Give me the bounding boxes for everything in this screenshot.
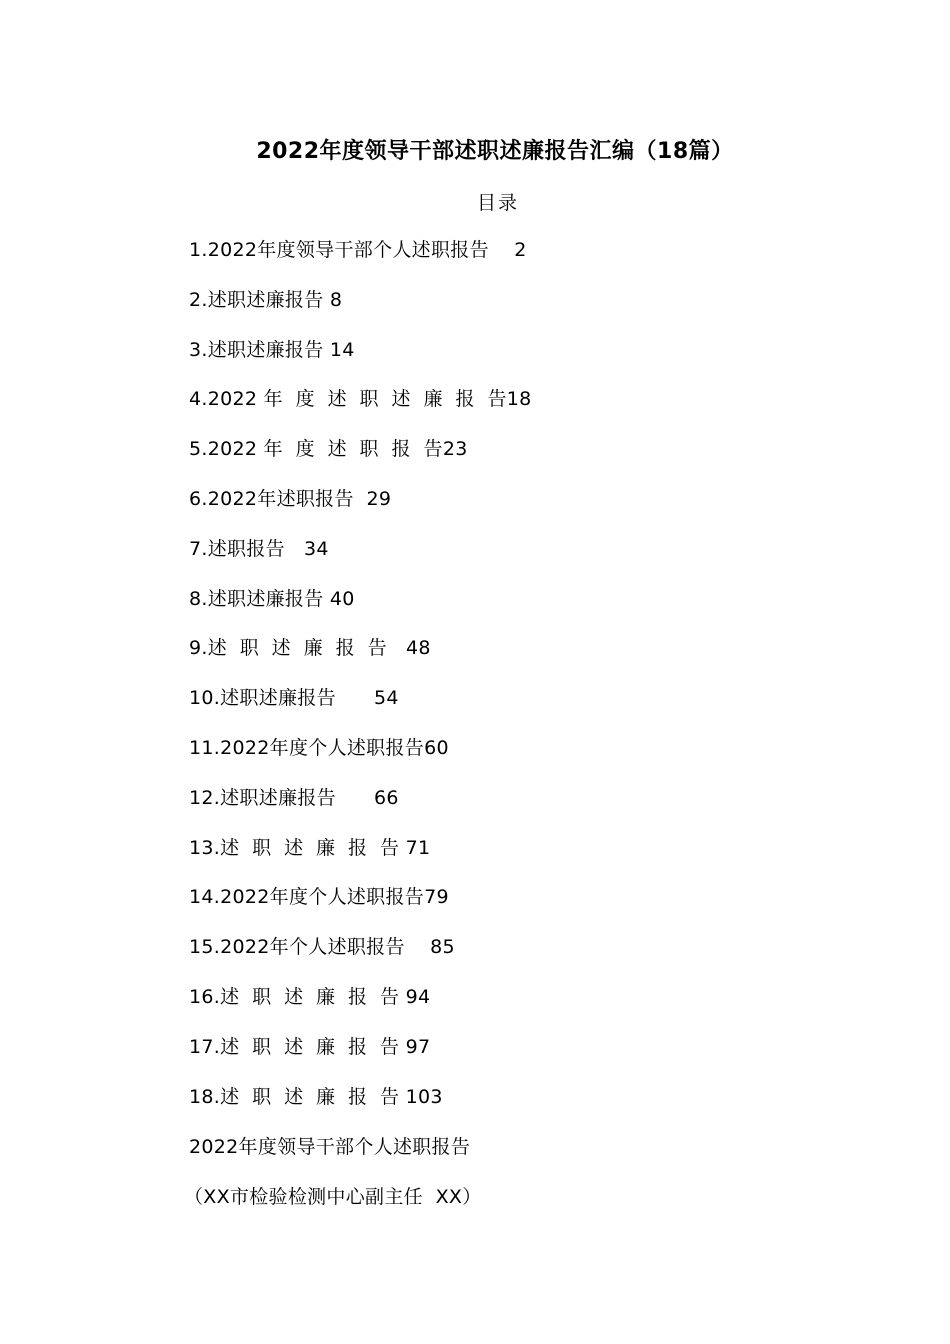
toc-item: 10.述职述廉报告 54 [189,687,399,710]
toc-item: 4.2022 年 度 述 职 述 廉 报 告18 [189,388,532,411]
toc-item: 5.2022 年 度 述 职 报 告23 [189,438,468,461]
toc-item: 12.述职述廉报告 66 [189,786,399,809]
toc-item: 2.述职述廉报告 8 [189,288,343,311]
toc-item: 8.述职述廉报告 40 [189,587,355,610]
toc-item: 11.2022年度个人述职报告60 [189,736,449,759]
toc-item: 18.述 职 述 廉 报 告 103 [189,1085,443,1108]
toc-item: 14.2022年度个人述职报告79 [189,886,449,909]
toc-item: 15.2022年个人述职报告 85 [189,936,455,959]
toc-item: 3.述职述廉报告 14 [189,338,355,361]
toc-heading: 目录 [476,192,519,214]
table-of-contents [189,236,532,1132]
toc-item: 17.述 职 述 廉 报 告 97 [189,1035,431,1058]
author-line: （XX市检验检测中心副主任 XX） [184,1186,482,1208]
toc-item: 9.述 职 述 廉 报 告 48 [189,637,431,660]
toc-item: 13.述 职 述 廉 报 告 71 [189,836,431,859]
toc-item: 16.述 职 述 廉 报 告 94 [189,985,431,1008]
toc-item: 7.述职报告 34 [189,537,329,560]
toc-item: 6.2022年述职报告 29 [189,487,392,510]
report-heading: 2022年度领导干部个人述职报告 [189,1136,471,1158]
document-title: 2022年度领导干部述职述廉报告汇编（18篇） [256,139,734,164]
toc-item: 1.2022年度领导干部个人述职报告 2 [189,239,527,261]
